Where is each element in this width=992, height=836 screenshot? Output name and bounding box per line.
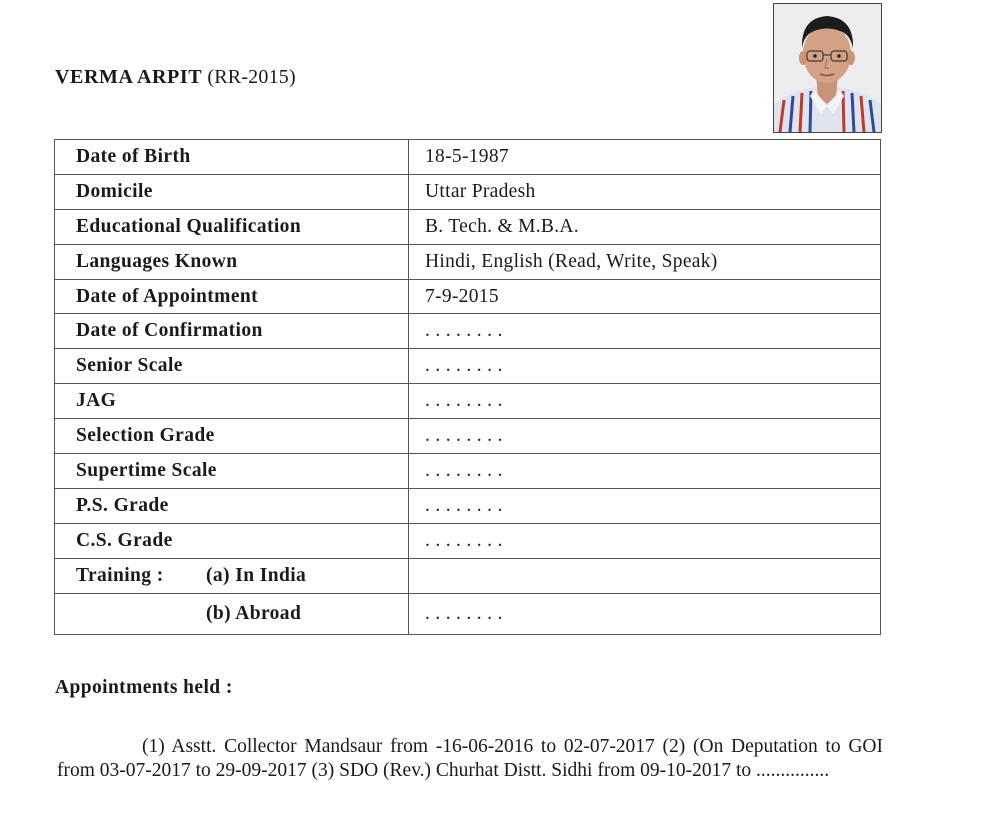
table-row	[55, 209, 881, 244]
table-row	[55, 140, 881, 175]
training-label-cell	[55, 558, 409, 593]
row-value: 18-5-1987	[409, 140, 881, 175]
table-row	[55, 349, 881, 384]
row-value: . . . . . . . .	[409, 488, 881, 523]
table-row	[55, 174, 881, 209]
training-india-label: (a) In India	[206, 564, 307, 586]
row-value: . . . . . . . .	[409, 523, 881, 558]
service-details-table	[54, 139, 881, 635]
table-row	[55, 419, 881, 454]
training-abroad-label: (b) Abroad	[206, 602, 302, 624]
training-abroad-row	[55, 593, 881, 634]
officer-heading	[55, 66, 296, 89]
appointments-heading: Appointments held :	[55, 677, 233, 698]
officer-name: VERMA ARPIT	[55, 66, 203, 88]
row-label: Supertime Scale	[55, 454, 409, 489]
row-label: P.S. Grade	[55, 488, 409, 523]
training-abroad-cell	[55, 593, 409, 634]
training-india-value	[409, 558, 881, 593]
batch-code: (RR-2015)	[207, 66, 296, 88]
row-value: . . . . . . . .	[409, 384, 881, 419]
row-label: Date of Birth	[55, 140, 409, 175]
officer-photo	[773, 3, 882, 133]
row-value: . . . . . . . .	[409, 419, 881, 454]
table-row	[55, 488, 881, 523]
row-label: Date of Confirmation	[55, 314, 409, 349]
training-abroad-value: . . . . . . . .	[409, 593, 881, 634]
row-value: 7-9-2015	[409, 279, 881, 314]
table-row	[55, 279, 881, 314]
row-label: Domicile	[55, 174, 409, 209]
row-label: Selection Grade	[55, 419, 409, 454]
table-row	[55, 244, 881, 279]
row-label: Languages Known	[55, 244, 409, 279]
table-row	[55, 314, 881, 349]
row-value: . . . . . . . .	[409, 454, 881, 489]
portrait-image	[774, 4, 881, 132]
row-value: B. Tech. & M.B.A.	[409, 209, 881, 244]
training-title: Training :	[76, 564, 164, 586]
row-label: Educational Qualification	[55, 209, 409, 244]
row-label: JAG	[55, 384, 409, 419]
table-row	[55, 384, 881, 419]
row-label: Senior Scale	[55, 349, 409, 384]
row-value: . . . . . . . .	[409, 314, 881, 349]
appointments-text: (1) Asstt. Collector Mandsaur from -16-06-2016 to 02-07-2017 (2) (On Deputation to GOI from 03-07-2017 to 29-09-2017 (3) SDO (Rev.) Churhat Distt. Sidhi from 09-10-2017 to ...............	[57, 736, 883, 781]
row-label: Date of Appointment	[55, 279, 409, 314]
training-india-row	[55, 558, 881, 593]
row-value: Hindi, English (Read, Write, Speak)	[409, 244, 881, 279]
row-label: C.S. Grade	[55, 523, 409, 558]
table-row	[55, 454, 881, 489]
row-value: Uttar Pradesh	[409, 174, 881, 209]
row-value: . . . . . . . .	[409, 349, 881, 384]
table-row	[55, 523, 881, 558]
